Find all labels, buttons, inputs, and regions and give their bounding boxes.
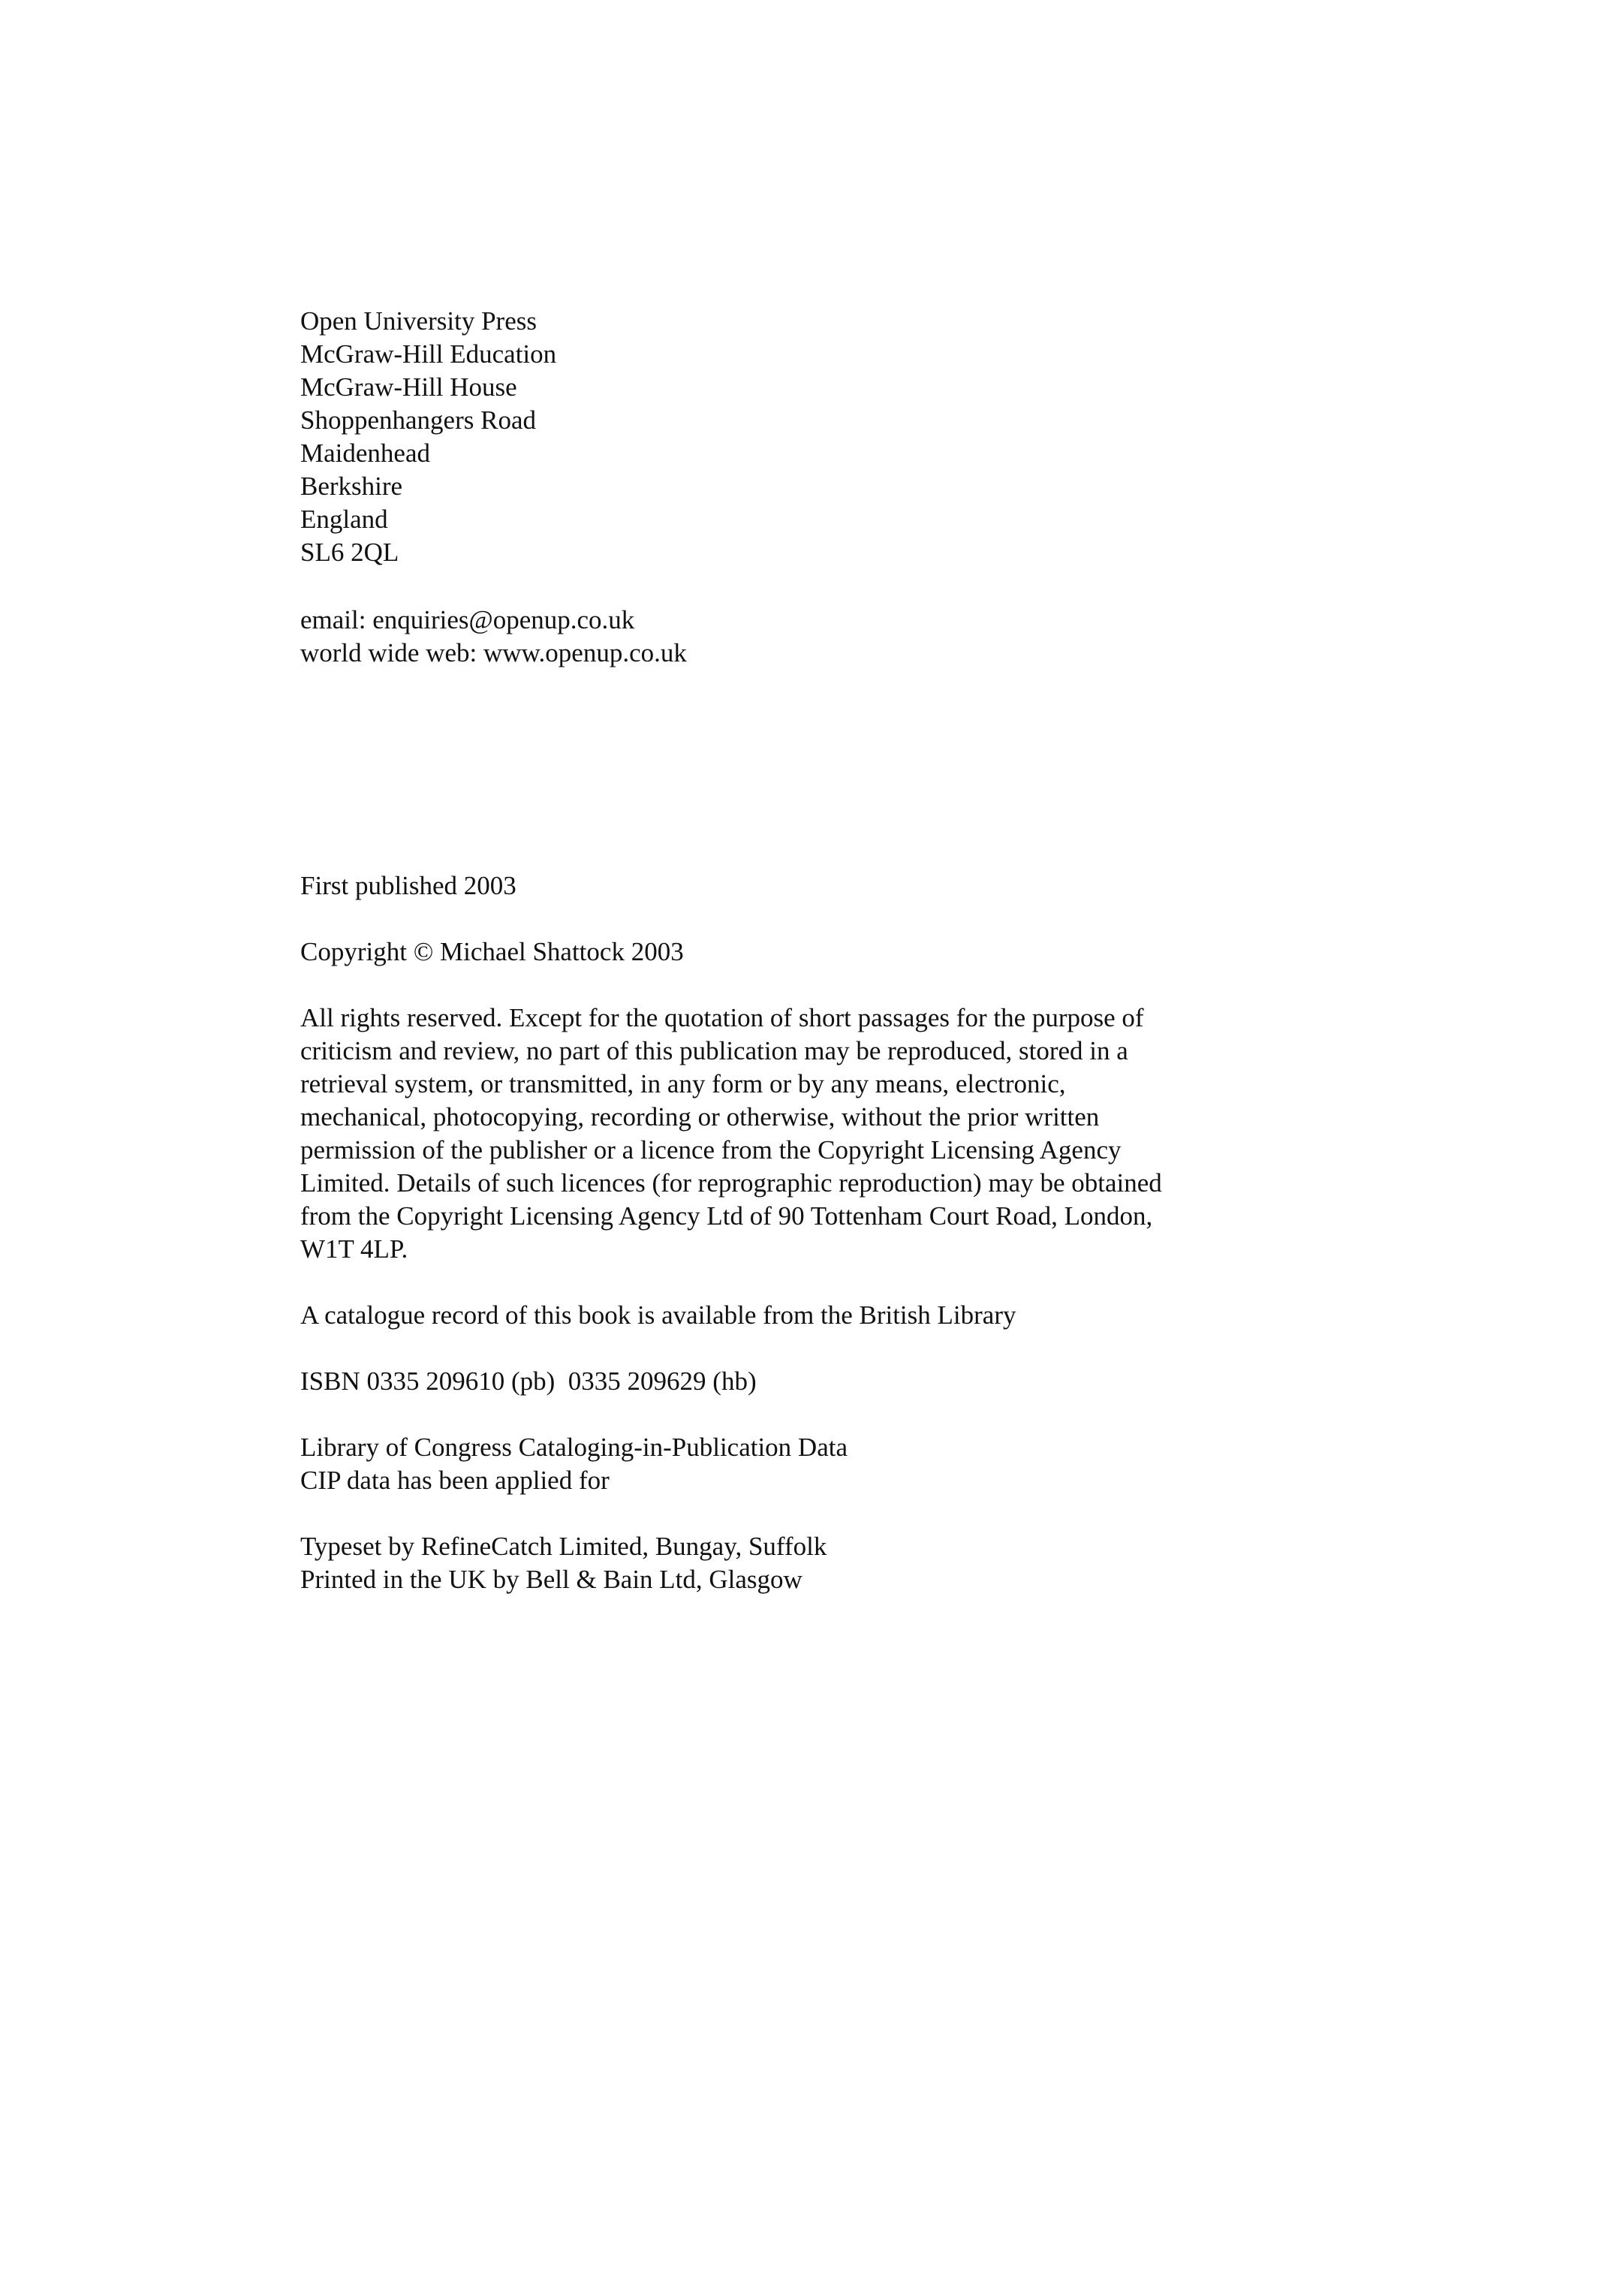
address-line: Shoppenhangers Road [300, 405, 536, 435]
copyright-text: Copyright © Michael Shattock 2003 [300, 937, 684, 966]
address-line: Open University Press [300, 306, 537, 336]
first-published-notice [300, 869, 1351, 902]
rights-line: mechanical, photocopying, recording or otherwise, without the prior written [300, 1102, 1100, 1131]
publisher-address [300, 305, 1351, 569]
rights-line: from the Copyright Licensing Agency Ltd of 90 Tottenham Court Road, London, [300, 1201, 1153, 1231]
rights-line: All rights reserved. Except for the quotation of short passages for the purpose of [300, 1003, 1144, 1032]
rights-line: retrieval system, or transmitted, in any form or by any means, electronic, [300, 1069, 1066, 1098]
printed-text: Printed in the UK by Bell & Bain Ltd, Glasgow [300, 1565, 802, 1594]
address-line: England [300, 505, 388, 534]
loc-title: Library of Congress Cataloging-in-Publication Data [300, 1433, 848, 1462]
copyright-notice [300, 936, 1351, 969]
typeset-text: Typeset by RefineCatch Limited, Bungay, Suffolk [300, 1532, 827, 1561]
address-line: SL6 2QL [300, 538, 399, 567]
library-of-congress-notice [300, 1431, 1351, 1497]
rights-line: Limited. Details of such licences (for reprographic reproduction) may be obtained [300, 1168, 1162, 1198]
email-text: email: enquiries@openup.co.uk [300, 605, 635, 634]
first-published-text: First published 2003 [300, 871, 516, 900]
publisher-contact [300, 604, 1351, 670]
rights-line: permission of the publisher or a licence from the Copyright Licensing Agency [300, 1135, 1122, 1165]
address-line: McGraw-Hill Education [300, 339, 557, 369]
printing-notice [300, 1530, 1351, 1596]
rights-statement [300, 1002, 1351, 1266]
catalogue-record-notice [300, 1299, 1351, 1332]
rights-line: criticism and review, no part of this publication may be reproduced, stored in a [300, 1036, 1128, 1065]
isbn-text: ISBN 0335 209610 (pb) 0335 209629 (hb) [300, 1366, 757, 1396]
address-line: Berkshire [300, 472, 403, 501]
cip-text: CIP data has been applied for [300, 1466, 610, 1495]
catalogue-text: A catalogue record of this book is available from the British Library [300, 1300, 1016, 1330]
website-text: world wide web: www.openup.co.uk [300, 638, 687, 667]
address-line: McGraw-Hill House [300, 372, 517, 402]
rights-line: W1T 4LP. [300, 1234, 408, 1264]
isbn-notice [300, 1365, 1351, 1398]
address-line: Maidenhead [300, 438, 430, 468]
